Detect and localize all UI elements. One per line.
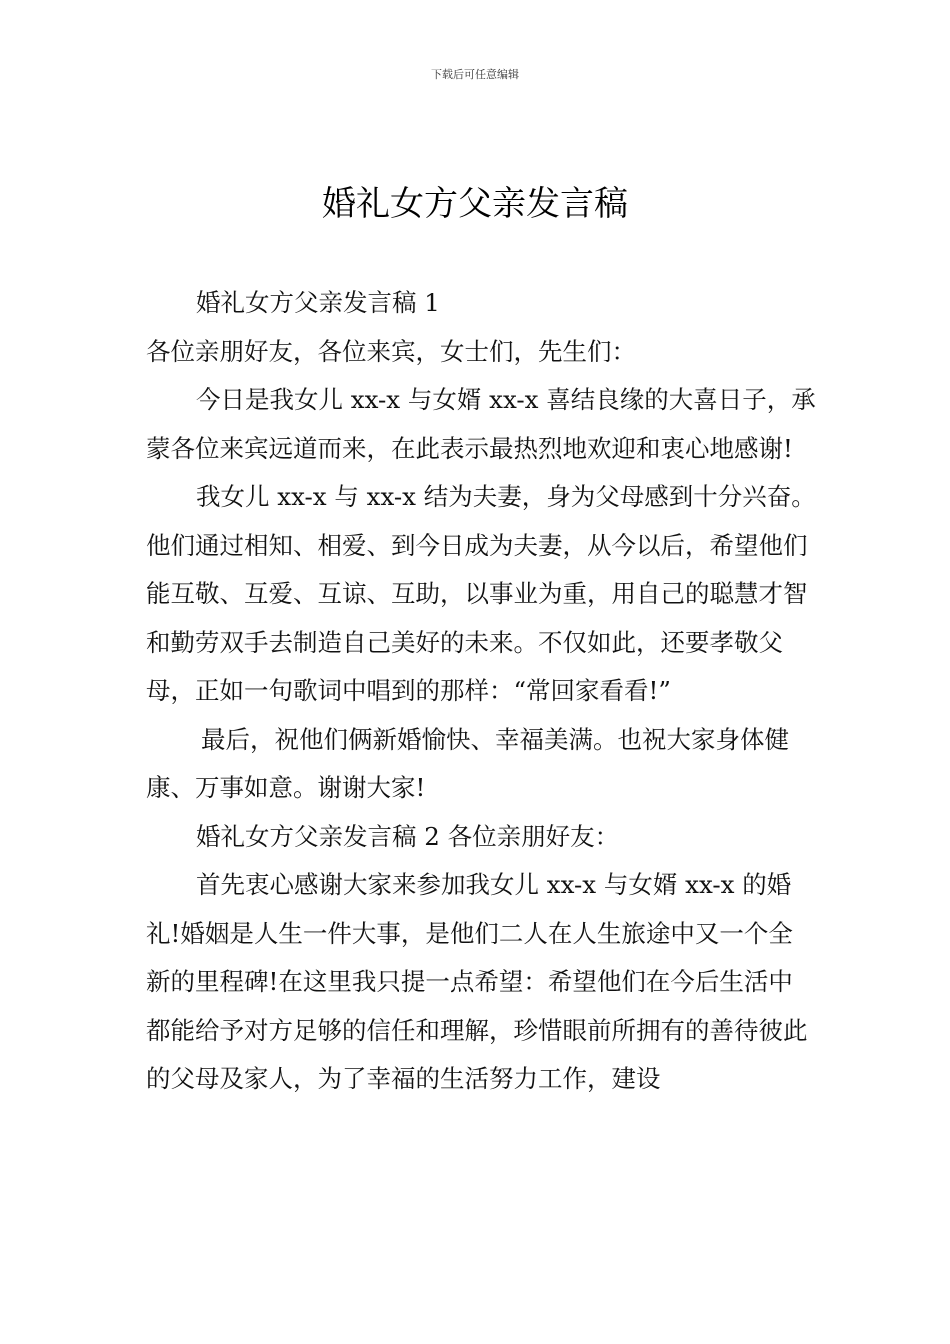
document-body: [146, 279, 816, 1104]
section-heading-2: 婚礼女方父亲发言稿 2 各位亲朋好友：: [196, 821, 620, 851]
salutation: 各位亲朋好友，各位来宾，女士们，先生们：: [146, 336, 636, 366]
body-paragraph: 首先衷心感谢大家来参加我女儿 xx-x 与女婿 xx-x 的婚礼!婚姻是人生一件大事，是他们二人在人生旅途中又一个全新的里程碑!在这里我只提一点希望：希望他们在今后生活中都能给予对方足够的信任和理解，珍惜眼前所拥有的善待彼此的父母及家人，为了幸福的生活努力工作，建设: [146, 870, 808, 1093]
section-heading-1: 婚礼女方父亲发言稿 1: [196, 288, 440, 317]
body-paragraph: 我女儿 xx-x 与 xx-x 结为夫妻，身为父母感到十分兴奋。他们通过相知、相爱、到今日成为夫妻，从今以后，希望他们能互敬、互爱、互谅、互助，以事业为重，用自己的聪慧才智和勤劳双手去制造自己美好的未来。不仅如此，还要孝敬父母，正如一句歌词中唱到的那样：“常回家看看!”: [146, 482, 816, 705]
document-title: 婚礼女方父亲发言稿: [322, 184, 628, 224]
page-header-note: 下载后可任意编辑: [431, 68, 519, 81]
body-paragraph: 今日是我女儿 xx-x 与女婿 xx-x 喜结良缘的大喜日子，承蒙各位来宾远道而来，在此表示最热烈地欢迎和衷心地感谢!: [146, 385, 816, 463]
body-paragraph: 最后，祝他们俩新婚愉快、幸福美满。也祝大家身体健康、万事如意。谢谢大家!: [146, 724, 789, 802]
